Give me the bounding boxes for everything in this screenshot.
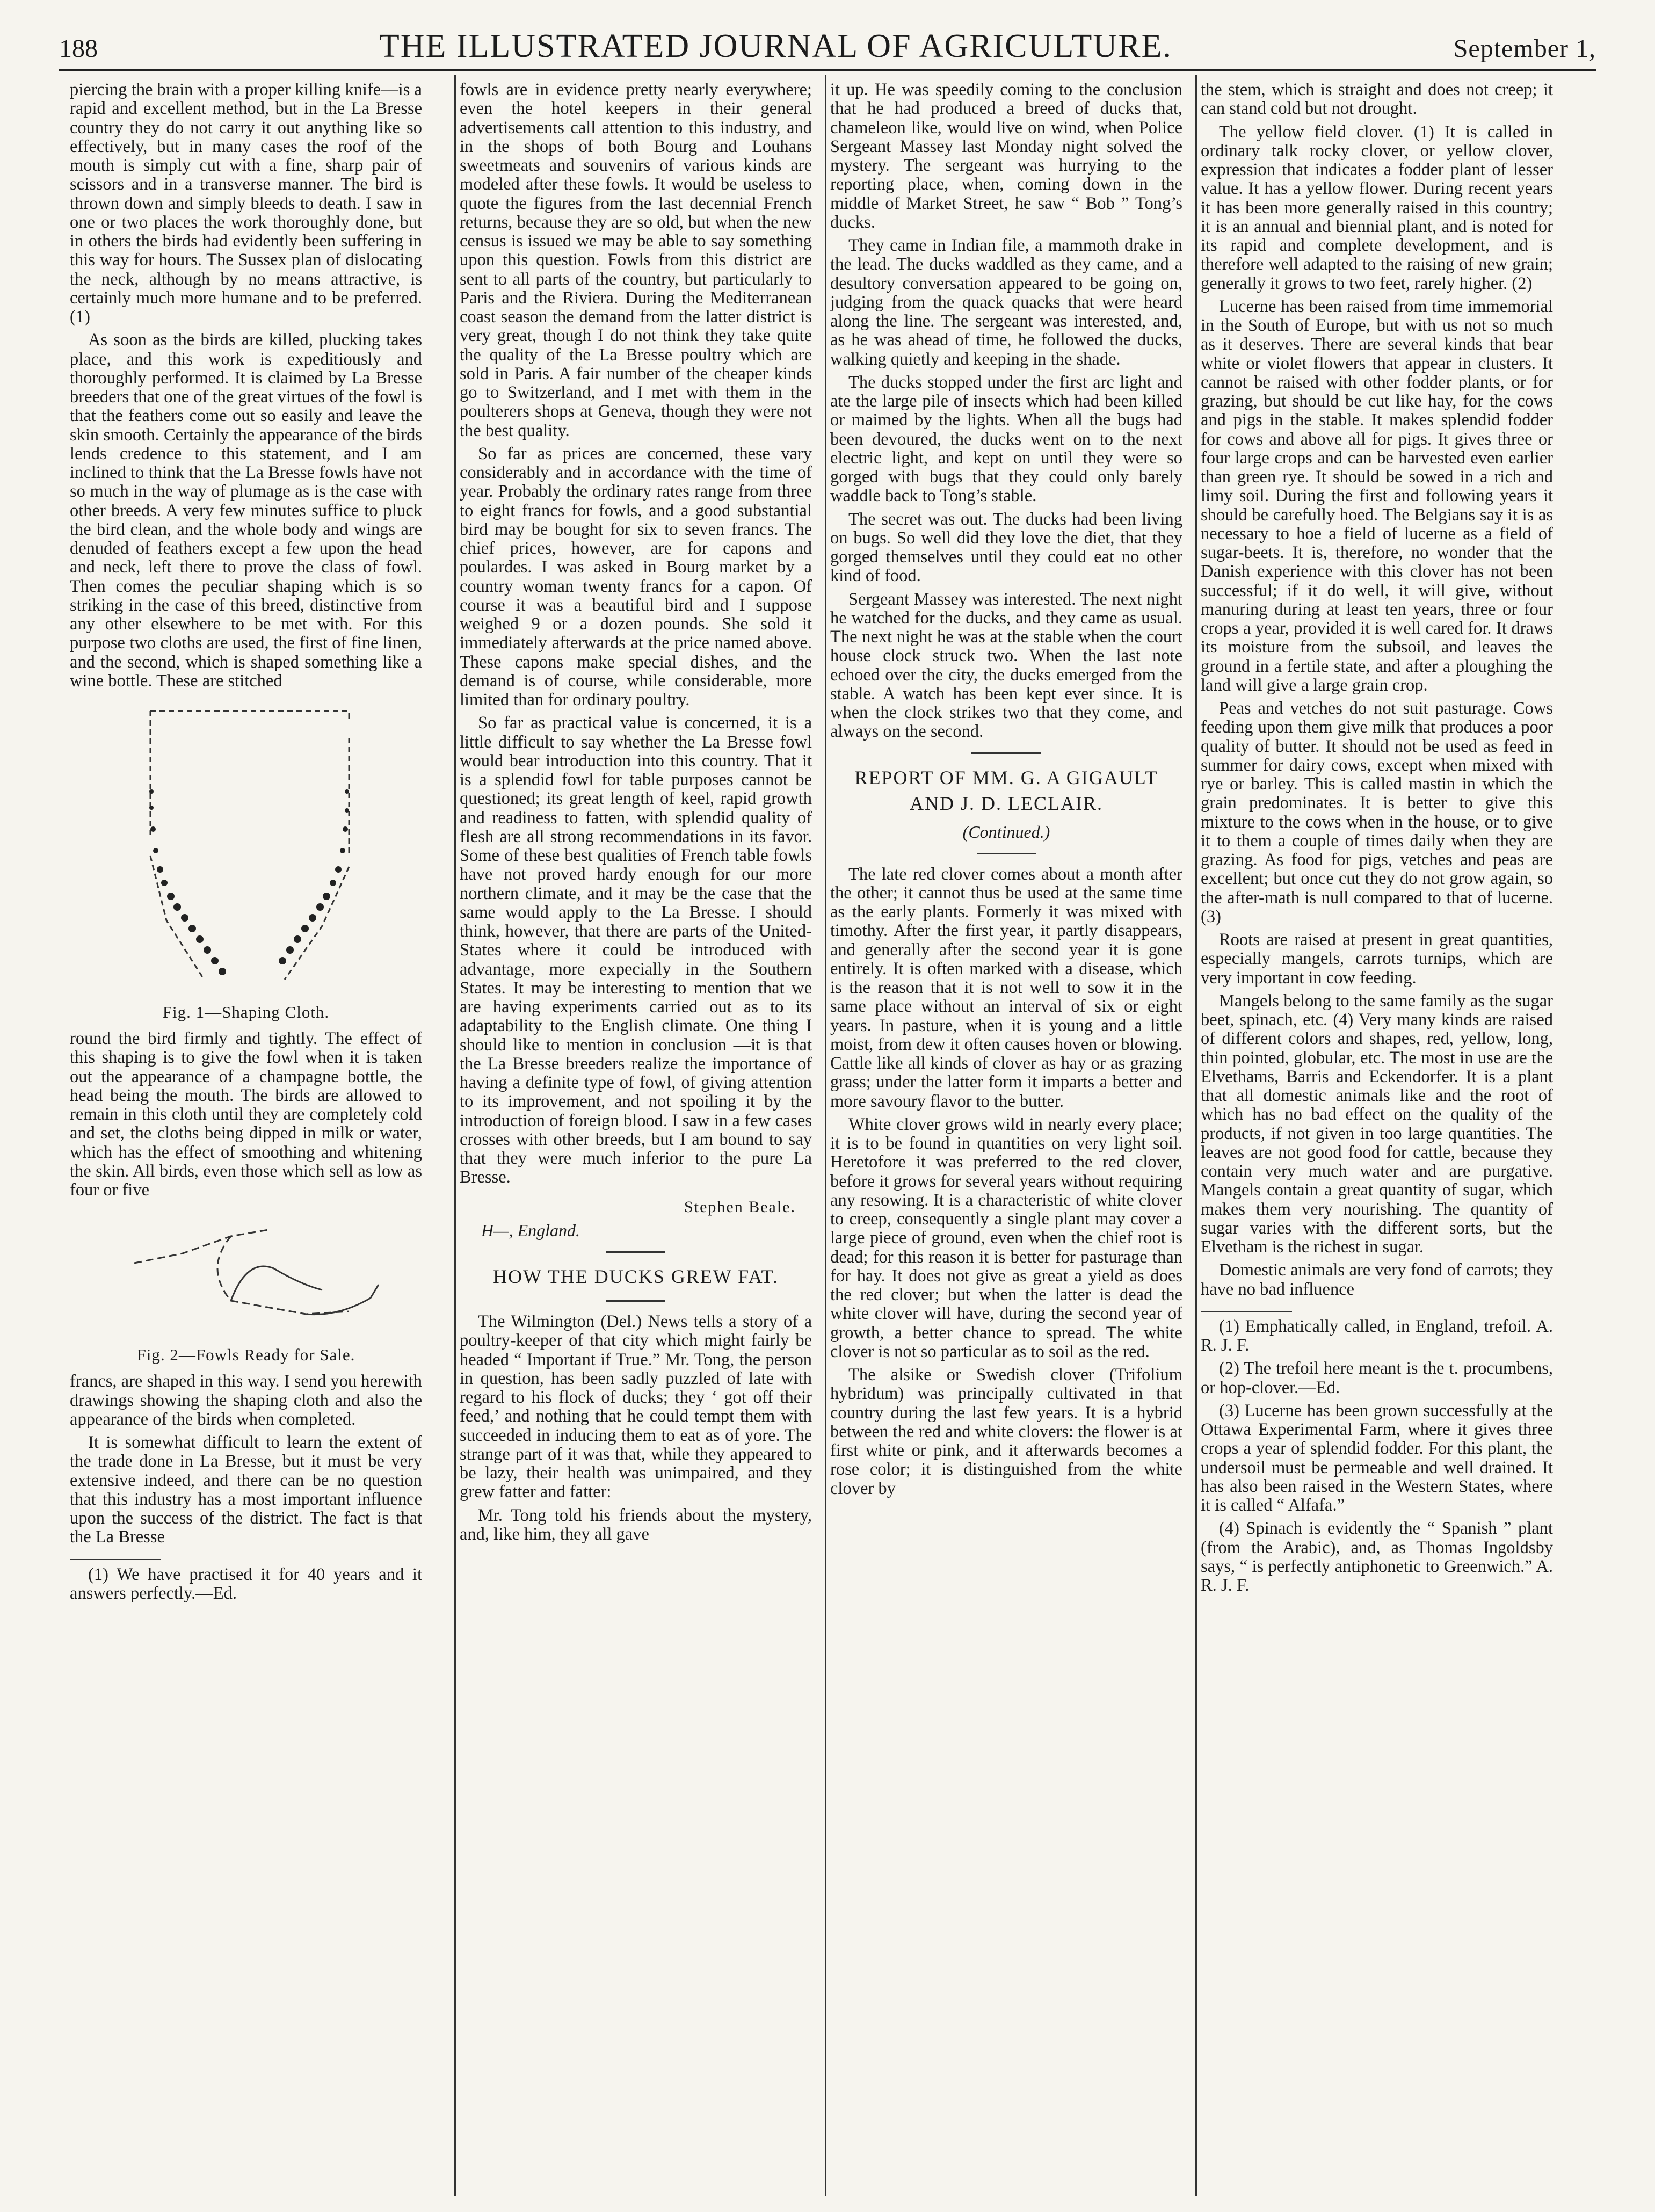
page-header — [59, 15, 1596, 71]
footnote-rule — [1201, 1311, 1292, 1312]
figure-shaping-cloth — [70, 695, 422, 998]
shaping-cloth-drawing — [70, 695, 422, 996]
column-rule — [825, 75, 826, 2196]
paragraph: round the bird firmly and tightly. The effect of this shaping is to give the fowl when it is taken out the appearance of a champagne bottle, the head being the mouth. The birds are allowed to remain in this cloth until they are completely cold and set, the cloths being dipped in milk or water, which has the effect of smoothing and whitening the skin. All birds, even those which sell as low as four or five — [70, 1029, 422, 1200]
paragraph: They came in Indian file, a mammoth drake in the lead. The ducks waddled as they came, and a desultory conversation appeared to be going on, judging from the quack quacks that were heard along the line. The sergeant was interested, and, as he was ahead of time, he followed the ducks, walking quietly and keeping in the shade. — [830, 236, 1182, 369]
continued-label: (Continued.) — [962, 822, 1050, 842]
paragraph: Lucerne has been raised from time immemorial in the South of Europe, but with us not so much as it deserves. There are several kinds that bear white or violet flowers that appear in clusters. It cannot be raised with other fodder plants, or for grazing, but should be cut like hay, for the cows and pigs in the stable. It makes splendid fodder for cows and above all for pigs. It gives three or four large crops and can be harvested even earlier than green rye. It should be sowed in a rich and limy soil. During the first and following years it should be carefully hoed. The Belgians say it is as necessary to hoe a field of lucerne as a field of sugar-beets. It is, therefore, no wonder that the Danish experience with this clover has not been successful; if it do well, it will give, without manuring during at least ten years, three or four crops a year, provided it is well cared for. It draws its moisture from the subsoil, and leaves the ground in a fertile state, and after a ploughing the land will give a large grain crop. — [1201, 296, 1553, 695]
column-3 — [830, 81, 1182, 2194]
paragraph: the stem, which is straight and does not creep; it can stand cold but not drought. — [1201, 81, 1553, 119]
footnote: (1) We have practised it for 40 years and it answers perfectly.—Ed. — [70, 1564, 422, 1603]
author-place: H—, England. — [481, 1220, 580, 1240]
issue-date: September 1, — [1453, 34, 1596, 63]
paragraph: The secret was out. The ducks had been living on bugs. So well did they love the diet, that they gorged themselves until they could eat no other kind of food. — [830, 509, 1182, 586]
footnote: (3) Lucerne has been grown successfully at the Ottawa Experimental Farm, where it gives three crops a year of splendid fodder. For this plant, the undersoil must be permeable and well drained. It has also been raised in the Western States, where it is called “ Alfafa.” — [1201, 1401, 1553, 1515]
paragraph: The alsike or Swedish clover (Trifolium hybridum) was principally cultivated in that country during the last few years. It is a hybrid between the red and white clovers: the flower is at first white or pink, and it afterwards becomes a rose color; it is distinguished from the white clover by — [830, 1365, 1182, 1498]
paragraph: Roots are raised at present in great quantities, especially mangels, carrots turnips, which are very important in cow feeding. — [1201, 930, 1553, 988]
paragraph: francs, are shaped in this way. I send you herewith drawings showing the shaping cloth and also the appearance of the birds when completed. — [70, 1372, 422, 1429]
paragraph: Domestic animals are very fond of carrots; they have no bad influence — [1201, 1260, 1553, 1299]
paragraph: it up. He was speedily coming to the conclusion that he had produced a breed of ducks that, chameleon like, would live on wind, when Police Sergeant Massey last Monday night solved the mystery. The sergeant was hurrying to the reporting place, when, coming down in the middle of Market Street, he saw “ Bob ” Tong’s ducks. — [830, 81, 1182, 232]
footnote: (4) Spinach is evidently the “ Spanish ” plant (from the Arabic), and, as Thomas Ingoldsby says, “ is perfectly antiphonetic to Greenwich.” A. R. J. F. — [1201, 1519, 1553, 1595]
paragraph: The yellow field clover. (1) It is called in ordinary talk rocky clover, or yellow clover, expression that indicates a fodder plant of lesser value. It has a yellow flower. During recent years it has been more generally raised in this country; it is an annual and biennial plant, and is noted for its rapid and complete development, and is therefore well adapted to the raising of new grain; generally it grows to two feet, rarely higher. (2) — [1201, 122, 1553, 293]
paragraph: Mangels belong to the same family as the sugar beet, spinach, etc. (4) Very many kinds are raised of different colors and shapes, red, yellow, long, thin pointed, globular, etc. The most in use are the Elvethams, Barris and Eckendorfer. It is a plant that all domestic animals like and the root of which has no bad effect on the quality of the products, if not given in too large quantities. The leaves are not good food for cattle, because they contain very much water and are purgative. Mangels contain a great quantity of sugar, which makes them very nourishing. The quantity of sugar varies with the different sorts, but the Elvetham is the richest in sugar. — [1201, 991, 1553, 1257]
column-rule — [454, 75, 456, 2196]
paragraph: So far as practical value is concerned, it is a little difficult to say whether the La Bresse fowl would bear introduction into this country. That it is a splendid fowl for table purposes cannot be questioned; its great length of keel, rapid growth and readiness to fatten, with splendid quality of flesh are all strong recommendations in its favor. Some of these best qualities of French table fowls have not proved hardy enough for our more northern climate, and it may be the case that the same would apply to the La Bresse. I should think, however, that there are parts of the United-States where it could be introduced with advantage, more expecially in the Southern States. It may be interesting to mention that we are having experiments carried out as to its adaptability to the English climate. One thing I should like to mention in conclusion —it is that the La Bresse breeders realize the importance of having a definite type of fowl, of giving attention to its improvement, and not spoiling it by the introduction of foreign blood. I saw in a few cases crosses with other breeds, but I am bound to say that they were much inferior to the pure La Bresse. — [460, 713, 812, 1187]
article-heading: HOW THE DUCKS GREW FAT. — [493, 1265, 779, 1287]
section-rule — [977, 853, 1036, 854]
footnote-rule — [70, 1559, 161, 1560]
figure-caption: Fig. 1—Shaping Cloth. — [162, 1003, 330, 1021]
paragraph: piercing the brain with a proper killing knife—is a rapid and excellent method, but in the La Bresse country they do not carry it out anything like so effectively, but in many cases the roof of the mouth is simply cut with a fine, sharp pair of scissors and in a transverse manner. The bird is thrown down and simply bleeds to death. I saw in one or two places the work thoroughly done, but in others the birds had evidently been suffering in this way for hours. The Sussex plan of dislocating the neck, although by no means attractive, is certainly much more humane and to be preferred. (1) — [70, 81, 422, 327]
paragraph: Peas and vetches do not suit pasturage. Cows feeding upon them give milk that produces a poor quality of butter. It should not be used as feed in summer for dairy cows, except when mixed with rye or barley. This is called mastin in which the grain predominates. It is better to give this mixture to the cows when in the house, or to give it to them a couple of times daily when they are grazing. As food for pigs, vetches and peas are excellent; but once cut they do not grow again, so the after-math is null compared to that of lucerne. (3) — [1201, 699, 1553, 926]
paragraph: fowls are in evidence pretty nearly everywhere; even the hotel keepers in their general advertisements call attention to this industry, and in the shops of both Bourg and Louhans sweetmeats and souvenirs of various kinds are modeled after these fowls. It would be useless to quote the figures from the last decennial French returns, because they are so old, but when the new census is issued we may be able to say something upon this question. Fowls from this district are sent to all parts of the country, but particularly to Paris and the Riviera. During the Mediterranean coast season the demand from the latter district is very great, though I do not think they take quite the quality of the La Bresse poultry which are sold in Paris. A fair number of the cheaper kinds go to Switzerland, and I met with them in the poulterers shops at Geneva, though they were not the best quality. — [460, 81, 812, 440]
paragraph: The late red clover comes about a month after the other; it cannot thus be used at the same time as the early plants. Formerly it was mixed with timothy. After the first year, it partly disappears, and generally after the second year it is gone entirely. It is often marked with a disease, which is the reason that it is not well to sow it in the same place without an interval of six or eight years. In pasture, when it is young and a little moist, from dew it often causes hoven or blowing. Cattle like all kinds of clover as hay or as grazing grass; under the latter form it imparts a better and more savoury flavor to the butter. — [830, 864, 1182, 1111]
paragraph: The Wilmington (Del.) News tells a story of a poultry-keeper of that city which might fairly be headed “ Important if True.” Mr. Tong, the person in question, has been sadly puzzled of late with regard to his flock of ducks; they ‘ got off their feed,’ and nothing that he could tempt them with succeeded in inducing them to eat as of yore. The strange part of it was that, while they appeared to be lazy, their health was unimpaired, and they grew fatter and fatter: — [460, 1312, 812, 1502]
footnote: (2) The trefoil here meant is the t. procumbens, or hop-clover.—Ed. — [1201, 1359, 1553, 1397]
paragraph: It is somewhat difficult to learn the extent of the trade done in La Bresse, but it must be very extensive indeed, and there can be no question that this industry has a most important influence upon the success of the district. The fact is that the La Bresse — [70, 1433, 422, 1547]
paragraph: Sergeant Massey was interested. The next night he watched for the ducks, and they came as usual. The next night he was at the stable when the court house clock struck two. When the last note echoed over the city, the ducks emerged from the stable. A watch has been kept ever since. It is when the clock strikes two that they come, and always on the second. — [830, 589, 1182, 742]
paragraph: So far as prices are concerned, these vary considerably and in accordance with the time of year. Probably the ordinary rates range from three to eight francs for fowls, and a good substantial bird may be bought for six to seven francs. The chief prices, however, are for capons and poulardes. I was asked in Bourg market by a country woman twenty francs for a capon. Of course it was a beautiful bird and I suppose weighed 9 or a dozen pounds. She sold it immediately afterwards at the price named above. These capons make special dishes, and the demand is of course, while considerable, more limited than for ordinary poultry. — [460, 444, 812, 709]
page-number: 188 — [59, 34, 98, 63]
paragraph: As soon as the birds are killed, plucking takes place, and this work is expeditiously and thoroughly performed. It is claimed by La Bresse breeders that one of the great virtues of the fowl is that the feathers come out so easily and leave the skin smooth. Certainly the appearance of the birds lends credence to this statement, and I am inclined to think that the La Bresse fowls have not so much in the way of plumage as is the case with other breeds. A very few minutes suffice to pluck the bird clean, and the whole body and wings are denuded of feathers except a few upon the head and neck, left there to prove the class of fowl. Then comes the peculiar shaping which is so striking in the case of this breed, distinctive from any other elsewhere to be met with. For this purpose two cloths are used, the first of fine linen, and the second, which is shaped something like a wine bottle. These are stitched — [70, 330, 422, 691]
section-rule — [606, 1251, 665, 1253]
paragraph: The ducks stopped under the first arc light and ate the large pile of insects which had been killed or maimed by the lights. When all the bugs had been devoured, the ducks went on to the next electric light, and kept on until they were so gorged with bugs that they could only barely waddle back to Tong’s stable. — [830, 372, 1182, 506]
section-rule — [971, 752, 1041, 754]
paragraph: Mr. Tong told his friends about the mystery, and, like him, they all gave — [460, 1505, 812, 1544]
fowls-ready-drawing — [70, 1204, 422, 1338]
journal-title: THE ILLUSTRATED JOURNAL OF AGRICULTURE. — [379, 28, 1172, 64]
column-rule — [1195, 75, 1197, 2196]
column-2 — [460, 81, 812, 2194]
column-1 — [70, 81, 422, 2194]
paragraph: White clover grows wild in nearly every place; it is to be found in quantities on very light soil. Heretofore it was preferred to the red clover, before it grows for several years without requiring any resowing. It is a characteristic of white clover to creep, consequently a single plant may cover a large piece of ground, even when the chief root is dead; for this reason it is better for pasturage than for hay. It does not give as great a yield as does the red clover; but when the latter is dead the white clover will have, during the second year of growth, a better chance to spread. The white clover is not so particular as to soil as the red. — [830, 1114, 1182, 1361]
author-signature: Stephen Beale. — [684, 1198, 796, 1216]
figure-caption: Fig. 2—Fowls Ready for Sale. — [136, 1345, 355, 1365]
figure-fowls-ready — [70, 1204, 422, 1341]
section-rule — [606, 1300, 665, 1302]
footnote: (1) Emphatically called, in England, trefoil. A. R. J. F. — [1201, 1316, 1553, 1355]
column-4 — [1201, 81, 1553, 2194]
article-heading: REPORT OF MM. G. A GIGAULT AND J. D. LECLAIR. — [854, 766, 1158, 815]
